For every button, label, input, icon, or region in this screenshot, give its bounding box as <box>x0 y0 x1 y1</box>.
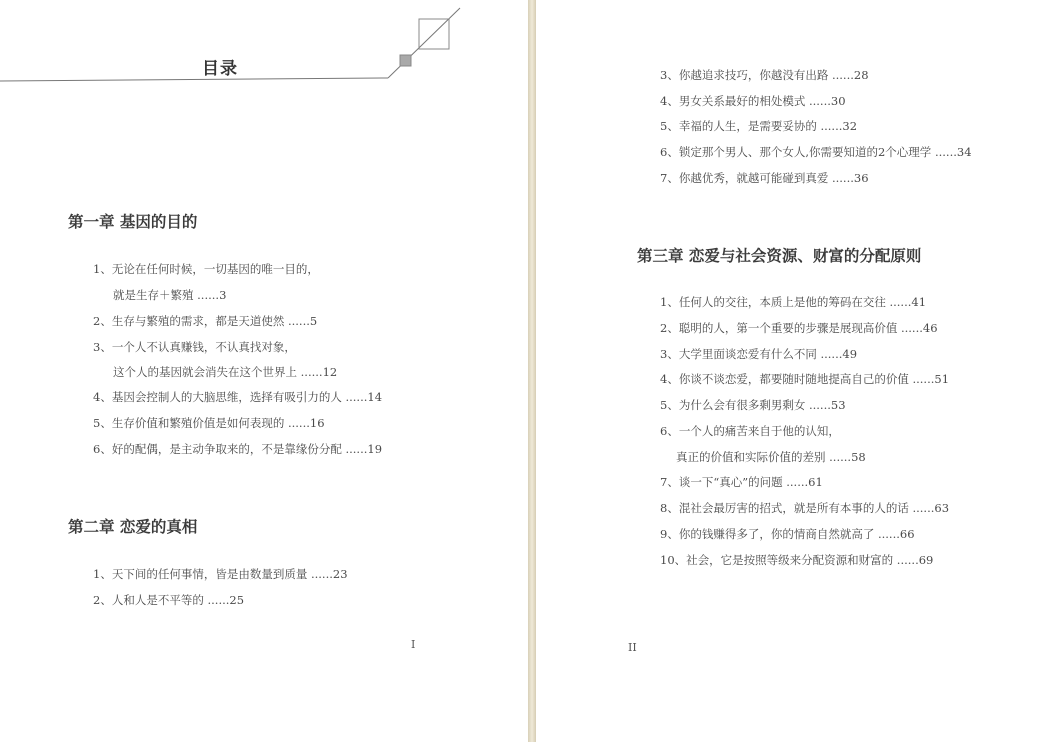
page-number: II <box>628 641 637 654</box>
toc-item: 4、男女关系最好的相处模式 ......30 <box>660 94 846 108</box>
toc-item: 5、为什么会有很多剩男剩女 ......53 <box>660 398 846 412</box>
right-page <box>536 0 1064 742</box>
book-spine <box>528 0 536 742</box>
page-number: I <box>411 638 416 651</box>
toc-item: 4、基因会控制人的大脑思维，选择有吸引力的人 ......14 <box>93 390 383 404</box>
chapter-3-title: 第三章 恋爱与社会资源、财富的分配原则 <box>637 246 922 265</box>
toc-item: 7、你越优秀，就越可能碰到真爱 ......36 <box>660 171 869 185</box>
toc-item: 8、混社会最厉害的招式，就是所有本事的人的话 ......63 <box>660 501 950 515</box>
toc-item: 6、好的配偶，是主动争取来的，不是靠缘份分配 ......19 <box>93 442 383 456</box>
toc-item: 9、你的钱赚得多了，你的情商自然就高了 ......66 <box>660 527 915 541</box>
toc-item: 1、无论在任何时候，一切基因的唯一目的， <box>93 262 319 276</box>
toc-item: 真正的价值和实际价值的差别 ......58 <box>676 450 866 464</box>
ornament-line <box>0 78 388 81</box>
toc-item: 2、人和人是不平等的 ......25 <box>93 593 245 607</box>
toc-item: 3、大学里面谈恋爱有什么不同 ......49 <box>660 347 858 361</box>
title-ornament <box>0 0 528 100</box>
toc-item: 就是生存＋繁殖 ......3 <box>113 288 227 302</box>
toc-item: 这个人的基因就会消失在这个世界上 ......12 <box>113 365 338 379</box>
toc-item: 3、一个人不认真赚钱，不认真找对象， <box>93 340 296 354</box>
toc-item: 5、生存价值和繁殖价值是如何表现的 ......16 <box>93 416 325 430</box>
toc-item: 3、你越追求技巧，你越没有出路 ......28 <box>660 68 869 82</box>
toc-item: 1、天下间的任何事情，皆是由数量到质量 ......23 <box>93 567 348 581</box>
ornament-small-square <box>400 55 411 66</box>
left-page <box>0 0 528 742</box>
toc-item: 1、任何人的交往，本质上是他的筹码在交往 ......41 <box>660 295 927 309</box>
chapter-1-title: 第一章 基因的目的 <box>68 212 198 231</box>
chapter-2-title: 第二章 恋爱的真相 <box>68 517 198 536</box>
toc-item: 10、社会，它是按照等级来分配资源和财富的 ......69 <box>660 553 934 567</box>
toc-item: 2、生存与繁殖的需求，都是天道使然 ......5 <box>93 314 318 328</box>
toc-item: 7、谈一下“真心”的问题 ......61 <box>660 475 823 489</box>
toc-title: 目录 <box>202 59 238 79</box>
toc-item: 5、幸福的人生，是需要妥协的 ......32 <box>660 119 858 133</box>
toc-item: 6、锁定那个男人、那个女人,你需要知道的2个心理学 ......34 <box>660 145 972 159</box>
toc-item: 6、一个人的痛苦来自于他的认知， <box>660 424 840 438</box>
toc-item: 2、聪明的人，第一个重要的步骤是展现高价值 ......46 <box>660 321 938 335</box>
toc-item: 4、你谈不谈恋爱，都要随时随地提高自己的价值 ......51 <box>660 372 950 386</box>
